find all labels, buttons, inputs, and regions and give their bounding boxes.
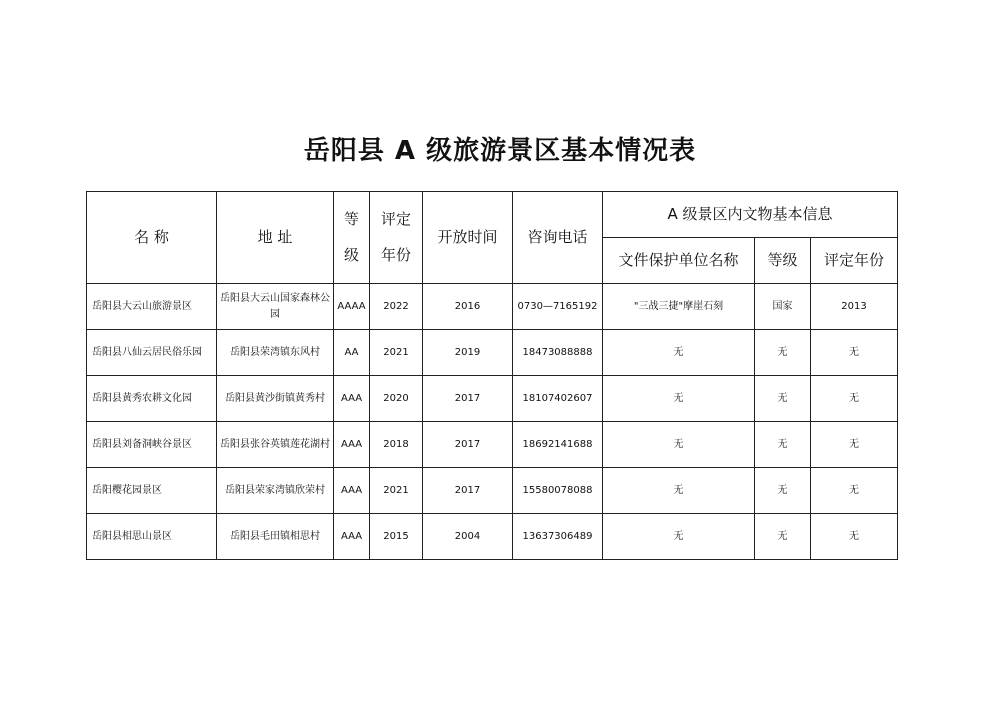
cell-relic-grade: 无 bbox=[755, 330, 811, 376]
cell-relic-grade: 无 bbox=[755, 422, 811, 468]
table-row bbox=[87, 376, 898, 422]
header-relic-year: 评定年份 bbox=[811, 238, 898, 284]
cell-grade: AAAA bbox=[334, 284, 370, 330]
cell-relic-name: "三战三捷"摩崖石刻 bbox=[603, 284, 755, 330]
cell-address: 岳阳县张谷英镇莲花湖村 bbox=[217, 422, 334, 468]
header-rating-year: 评定 年份 bbox=[370, 192, 423, 284]
cell-grade: AAA bbox=[334, 468, 370, 514]
cell-phone: 13637306489 bbox=[513, 514, 603, 560]
cell-phone: 18473088888 bbox=[513, 330, 603, 376]
cell-open-time: 2019 bbox=[423, 330, 513, 376]
cell-name: 岳阳县八仙云居民俗乐园 bbox=[87, 330, 217, 376]
cell-relic-year: 无 bbox=[811, 376, 898, 422]
cell-relic-year: 无 bbox=[811, 422, 898, 468]
cell-open-time: 2017 bbox=[423, 376, 513, 422]
header-address: 地 址 bbox=[217, 192, 334, 284]
cell-relic-year: 无 bbox=[811, 468, 898, 514]
table-row bbox=[87, 514, 898, 560]
cell-name: 岳阳县相思山景区 bbox=[87, 514, 217, 560]
cell-relic-grade: 无 bbox=[755, 514, 811, 560]
cell-name: 岳阳县刘备洞峡谷景区 bbox=[87, 422, 217, 468]
header-phone: 咨询电话 bbox=[513, 192, 603, 284]
cell-relic-grade: 无 bbox=[755, 376, 811, 422]
cell-open-time: 2016 bbox=[423, 284, 513, 330]
cell-phone: 15580078088 bbox=[513, 468, 603, 514]
table-row bbox=[87, 284, 898, 330]
header-open-time: 开放时间 bbox=[423, 192, 513, 284]
cell-relic-name: 无 bbox=[603, 468, 755, 514]
cell-open-time: 2004 bbox=[423, 514, 513, 560]
cell-relic-name: 无 bbox=[603, 330, 755, 376]
cell-grade: AAA bbox=[334, 514, 370, 560]
cell-name: 岳阳县黄秀农耕文化园 bbox=[87, 376, 217, 422]
header-relic-grade: 等级 bbox=[755, 238, 811, 284]
cell-name: 岳阳县大云山旅游景区 bbox=[87, 284, 217, 330]
scenic-spots-table bbox=[86, 191, 898, 560]
table-row bbox=[87, 422, 898, 468]
cell-phone: 18107402607 bbox=[513, 376, 603, 422]
cell-grade: AA bbox=[334, 330, 370, 376]
cell-rating-year: 2021 bbox=[370, 468, 423, 514]
table-row bbox=[87, 468, 898, 514]
header-grade: 等 级 bbox=[334, 192, 370, 284]
cell-rating-year: 2022 bbox=[370, 284, 423, 330]
page-title: 岳阳县 A 级旅游景区基本情况表 bbox=[303, 136, 697, 166]
cell-rating-year: 2015 bbox=[370, 514, 423, 560]
cell-address: 岳阳县黄沙街镇黄秀村 bbox=[217, 376, 334, 422]
cell-open-time: 2017 bbox=[423, 422, 513, 468]
cell-relic-grade: 无 bbox=[755, 468, 811, 514]
cell-relic-grade: 国家 bbox=[755, 284, 811, 330]
cell-rating-year: 2021 bbox=[370, 330, 423, 376]
table-row bbox=[87, 330, 898, 376]
cell-grade: AAA bbox=[334, 422, 370, 468]
cell-rating-year: 2018 bbox=[370, 422, 423, 468]
cell-address: 岳阳县毛田镇相思村 bbox=[217, 514, 334, 560]
cell-address: 岳阳县荣家湾镇欣荣村 bbox=[217, 468, 334, 514]
header-relic-name: 文件保护单位名称 bbox=[603, 238, 755, 284]
header-relics-group: A 级景区内文物基本信息 bbox=[603, 192, 898, 238]
cell-address: 岳阳县大云山国家森林公园 bbox=[217, 284, 334, 330]
cell-relic-name: 无 bbox=[603, 376, 755, 422]
cell-rating-year: 2020 bbox=[370, 376, 423, 422]
cell-phone: 0730—7165192 bbox=[513, 284, 603, 330]
header-name: 名 称 bbox=[87, 192, 217, 284]
cell-relic-name: 无 bbox=[603, 422, 755, 468]
cell-relic-year: 无 bbox=[811, 330, 898, 376]
cell-phone: 18692141688 bbox=[513, 422, 603, 468]
cell-grade: AAA bbox=[334, 376, 370, 422]
cell-address: 岳阳县荣湾镇东风村 bbox=[217, 330, 334, 376]
cell-relic-year: 无 bbox=[811, 514, 898, 560]
cell-relic-year: 2013 bbox=[811, 284, 898, 330]
cell-name: 岳阳樱花园景区 bbox=[87, 468, 217, 514]
cell-open-time: 2017 bbox=[423, 468, 513, 514]
cell-relic-name: 无 bbox=[603, 514, 755, 560]
